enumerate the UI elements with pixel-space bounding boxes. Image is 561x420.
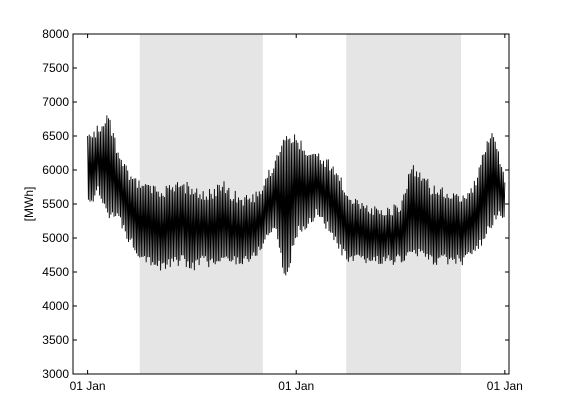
x-tick-label: 01 Jan <box>69 379 106 393</box>
y-tick-label: 4500 <box>42 265 69 279</box>
y-axis-label: [MWh] <box>22 186 36 222</box>
x-tick-label: 01 Jan <box>278 379 315 393</box>
y-tick-label: 3000 <box>42 367 69 381</box>
y-tick-label: 5000 <box>42 231 69 245</box>
y-tick-label: 4000 <box>42 299 69 313</box>
y-tick-label: 7500 <box>42 61 69 75</box>
y-tick-label: 5500 <box>42 197 69 211</box>
y-tick-label: 6500 <box>42 129 69 143</box>
y-tick-label: 6000 <box>42 163 69 177</box>
y-tick-label: 7000 <box>42 95 69 109</box>
y-tick-label: 3500 <box>42 333 69 347</box>
y-tick-label: 8000 <box>42 27 69 41</box>
x-tick-label: 01 Jan <box>486 379 523 393</box>
